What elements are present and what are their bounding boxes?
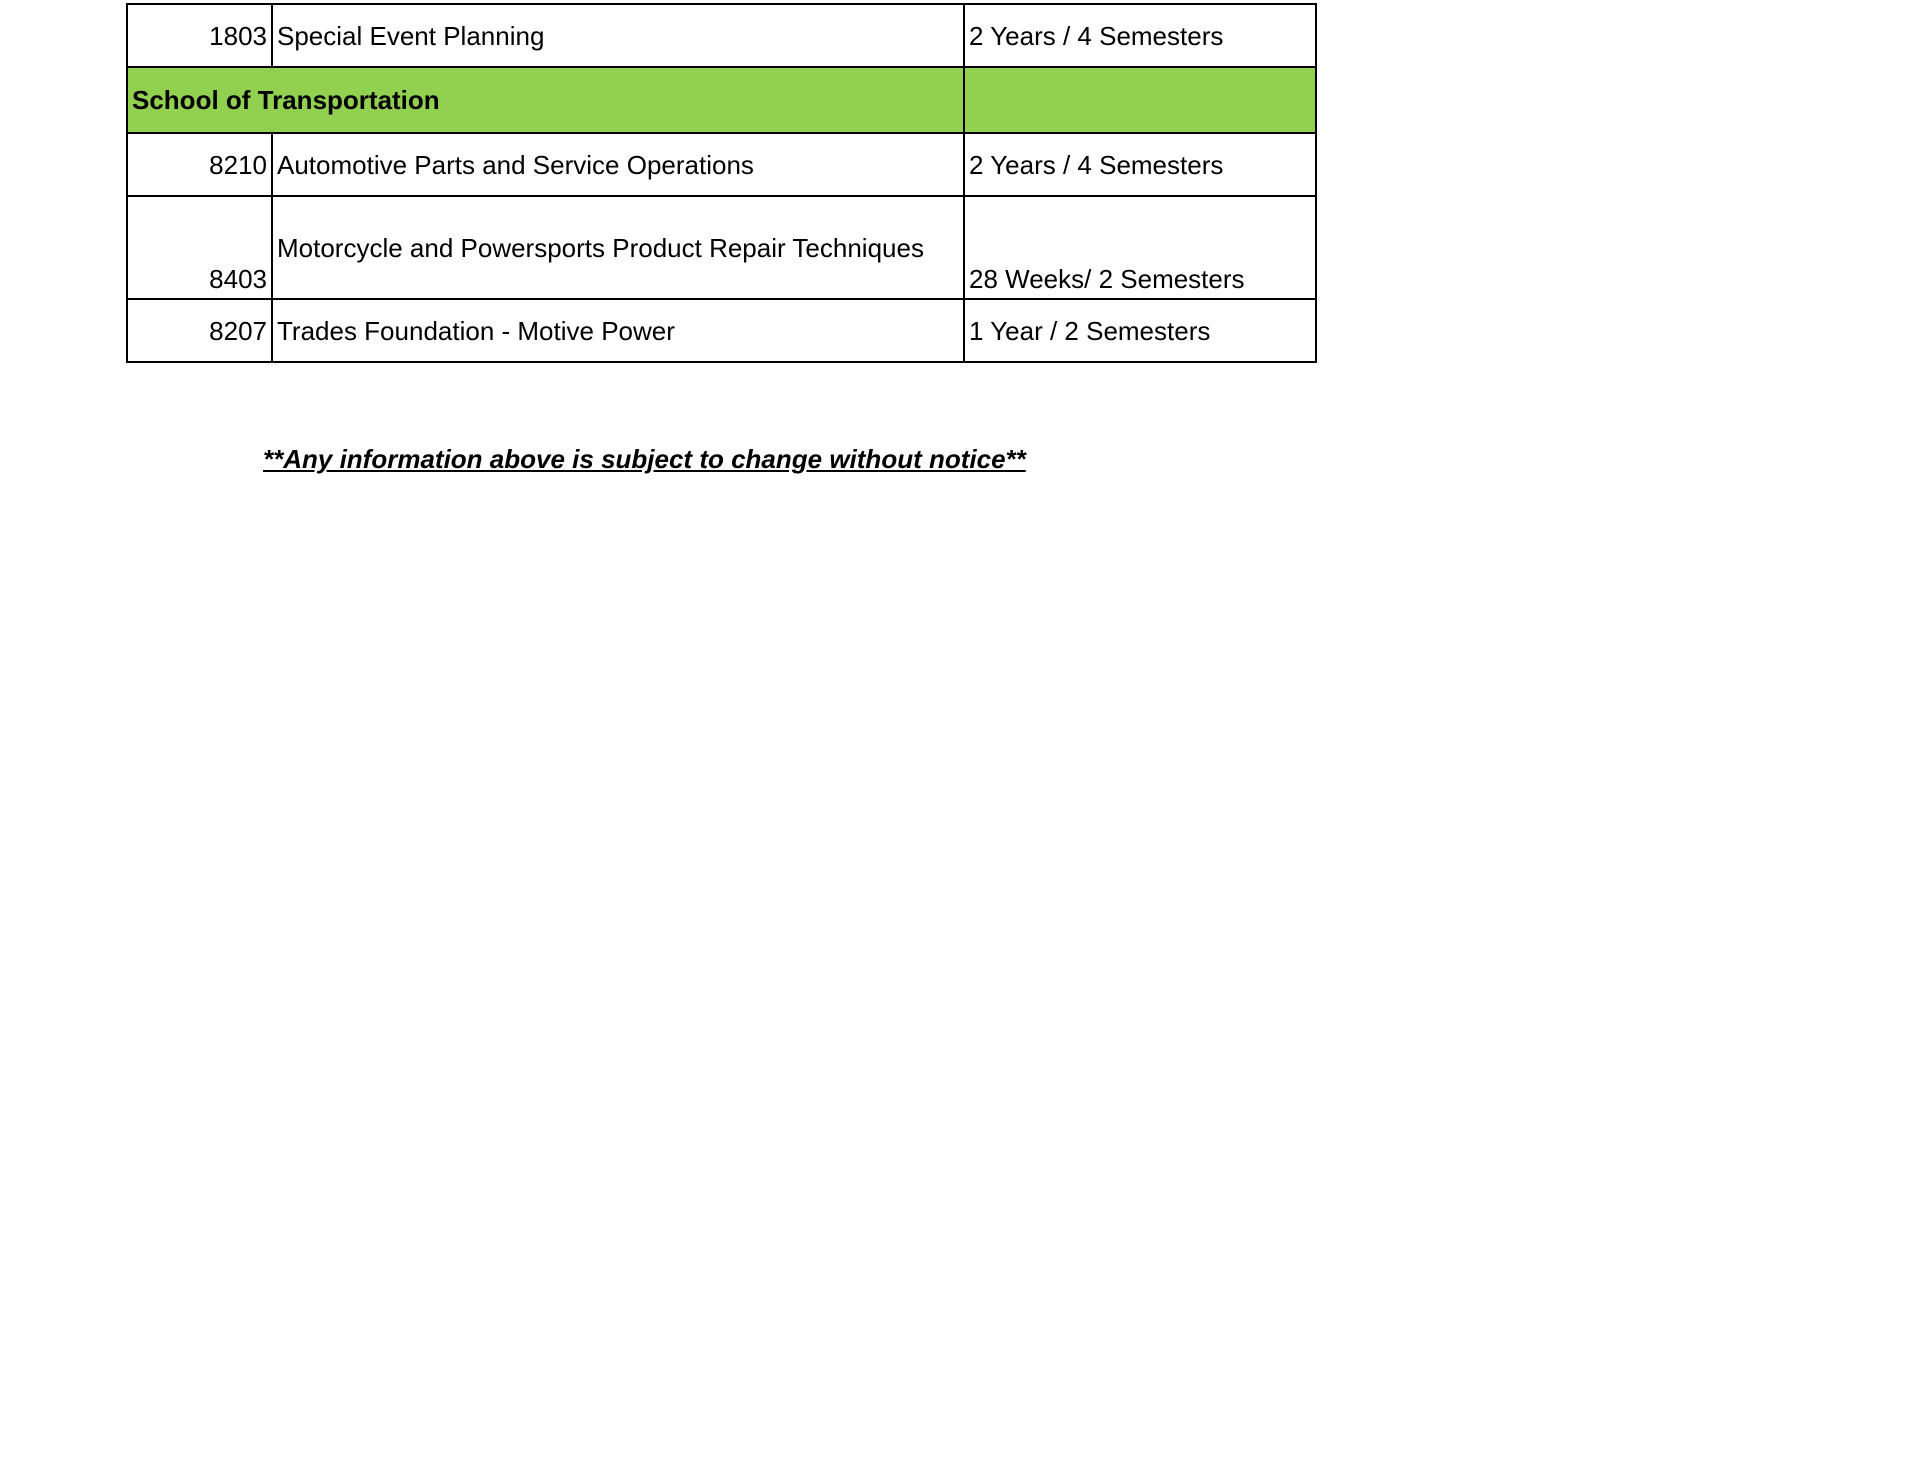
program-code: 8207 xyxy=(127,299,272,362)
programs-table xyxy=(126,3,1317,363)
program-length: 2 Years / 4 Semesters xyxy=(964,133,1316,196)
program-length: 28 Weeks/ 2 Semesters xyxy=(964,196,1316,299)
table-row xyxy=(127,4,1316,67)
program-name: Trades Foundation - Motive Power xyxy=(272,299,964,362)
disclaimer-notice: **Any information above is subject to change without notice** xyxy=(263,444,1026,474)
table-row xyxy=(127,133,1316,196)
section-extra-cell xyxy=(964,67,1316,133)
program-code: 8210 xyxy=(127,133,272,196)
program-code: 8403 xyxy=(127,196,272,299)
table-row xyxy=(127,196,1316,299)
table-row xyxy=(127,299,1316,362)
section-header-row xyxy=(127,67,1316,133)
program-length: 1 Year / 2 Semesters xyxy=(964,299,1316,362)
program-length: 2 Years / 4 Semesters xyxy=(964,4,1316,67)
program-name: Special Event Planning xyxy=(272,4,964,67)
program-name: Motorcycle and Powersports Product Repair Techniques xyxy=(272,196,964,299)
program-code: 1803 xyxy=(127,4,272,67)
section-title: School of Transportation xyxy=(127,67,964,133)
program-name: Automotive Parts and Service Operations xyxy=(272,133,964,196)
